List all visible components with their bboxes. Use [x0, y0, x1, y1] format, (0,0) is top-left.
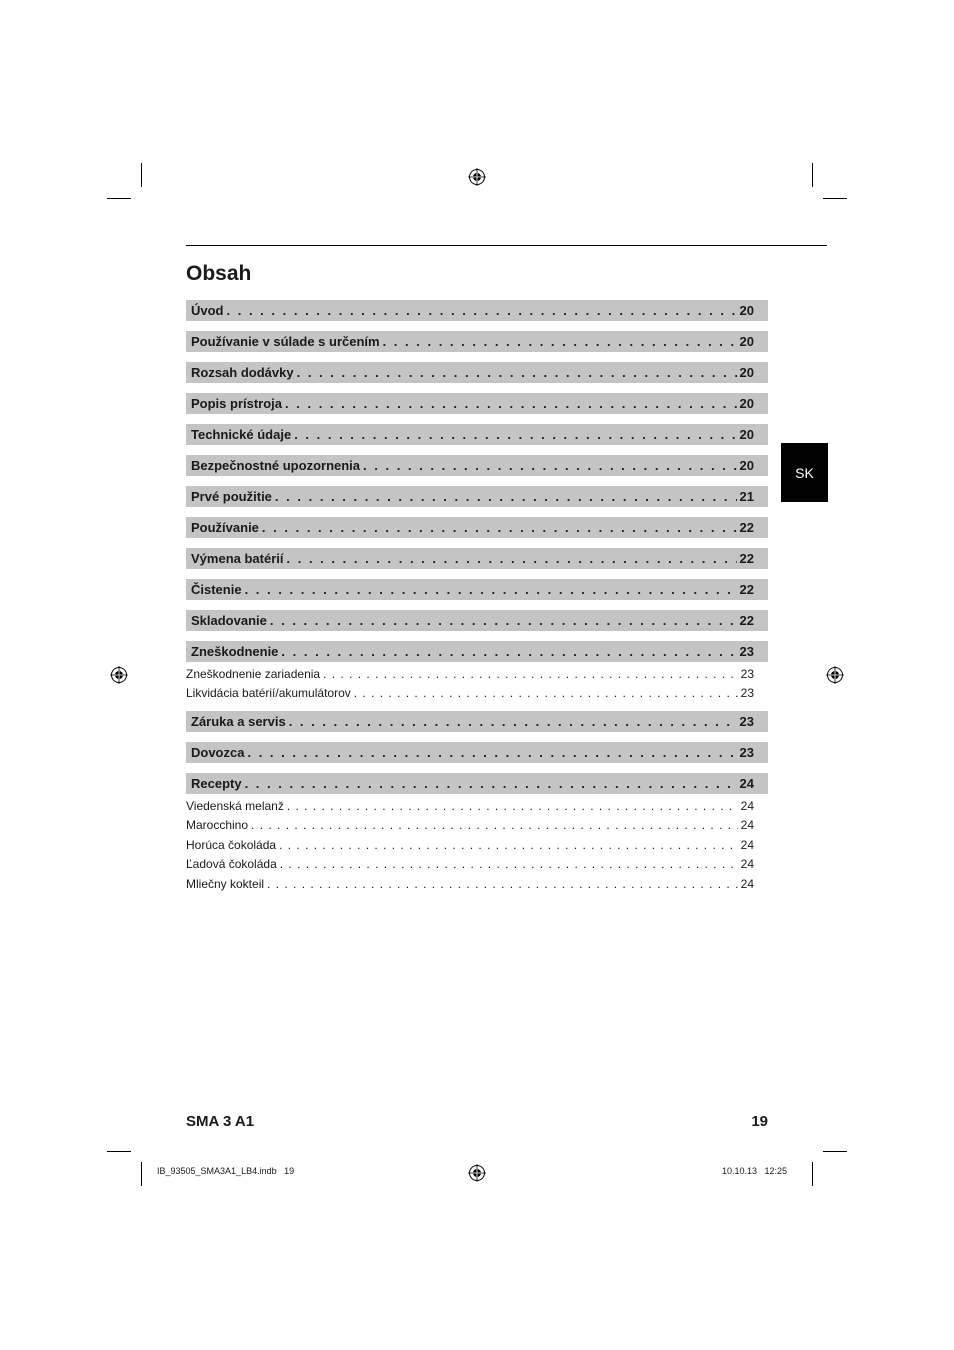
language-tab-label: SK: [795, 464, 814, 481]
toc-leader-dots: [281, 644, 736, 659]
toc-subentry-label: Likvidácia batérií/akumulátorov: [186, 686, 351, 701]
toc-subentries: [186, 796, 768, 894]
toc-entry-page: 21: [739, 489, 754, 504]
toc-subentry-page: 24: [740, 798, 754, 813]
toc-entry-label: Technické údaje: [191, 427, 292, 442]
toc-entry[interactable]: [186, 486, 768, 507]
toc-entry-label: Záruka a servis: [191, 714, 286, 729]
toc-leader-dots: [280, 857, 738, 871]
toc-entry[interactable]: [186, 548, 768, 569]
toc-leader-dots: [383, 334, 737, 349]
toc-entry[interactable]: [186, 517, 768, 538]
toc-subentry-page: 24: [740, 857, 754, 872]
toc-subentry-label: Mliečny kokteil: [186, 876, 265, 891]
toc-subentry-label: Horúca čokoláda: [186, 837, 277, 852]
slug-file: IB_93505_SMA3A1_LB4.indb 19: [157, 1166, 295, 1176]
toc-leader-dots: [270, 613, 737, 628]
toc-entry-page: 23: [739, 644, 754, 659]
toc-leader-dots: [287, 551, 737, 566]
toc-entry-page: 20: [739, 458, 754, 473]
table-of-contents: [186, 300, 768, 902]
registration-mark-icon: [468, 1164, 486, 1182]
toc-entry-label: Skladovanie: [191, 613, 267, 628]
crop-mark-top-right-h: [823, 198, 847, 199]
crop-mark-top-left-v: [141, 163, 142, 187]
toc-entry-label: Prvé použitie: [191, 489, 272, 504]
toc-entry-page: 22: [739, 551, 754, 566]
toc-leader-dots: [323, 667, 738, 681]
header-rule: [186, 245, 827, 246]
toc-leader-dots: [363, 458, 737, 473]
toc-subentries: [186, 664, 768, 703]
toc-entry-page: 20: [739, 396, 754, 411]
crop-mark-top-right-v: [812, 163, 813, 187]
registration-mark-icon: [826, 666, 844, 684]
crop-mark-bottom-right-h: [823, 1151, 847, 1152]
toc-subentry-page: 24: [740, 837, 754, 852]
language-tab: [781, 443, 828, 502]
toc-entry[interactable]: [186, 711, 768, 732]
toc-entry-label: Zneškodnenie: [191, 644, 279, 659]
toc-entry-label: Výmena batérií: [191, 551, 284, 566]
toc-entry[interactable]: [186, 331, 768, 352]
toc-entry-label: Čistenie: [191, 582, 242, 597]
toc-entry-label: Dovozca: [191, 745, 245, 760]
toc-subentry[interactable]: [186, 664, 768, 684]
toc-leader-dots: [354, 686, 738, 700]
toc-subentry-label: Zneškodnenie zariadenia: [186, 666, 321, 681]
toc-entry-page: 20: [739, 365, 754, 380]
slug-date: 10.10.13 12:25: [722, 1166, 788, 1176]
toc-entry-label: Používanie: [191, 520, 259, 535]
toc-subentry[interactable]: [186, 835, 768, 855]
toc-entry[interactable]: [186, 300, 768, 321]
toc-entry-page: 20: [739, 427, 754, 442]
toc-entry[interactable]: [186, 610, 768, 631]
toc-subentry[interactable]: [186, 796, 768, 816]
toc-subentry-page: 23: [740, 666, 754, 681]
toc-leader-dots: [245, 776, 737, 791]
toc-entry-page: 22: [739, 613, 754, 628]
toc-entry[interactable]: [186, 641, 768, 662]
toc-leader-dots: [267, 877, 738, 891]
toc-leader-dots: [289, 714, 737, 729]
registration-mark-icon: [468, 168, 486, 186]
registration-mark-icon: [110, 666, 128, 684]
toc-entry-label: Popis prístroja: [191, 396, 283, 411]
toc-subentry-page: 23: [740, 686, 754, 701]
footer-page-number: 19: [751, 1113, 768, 1130]
toc-entry-label: Bezpečnostné upozornenia: [191, 458, 361, 473]
toc-entry-label: Rozsah dodávky: [191, 365, 294, 380]
toc-subentry-page: 24: [740, 818, 754, 833]
toc-entry[interactable]: [186, 362, 768, 383]
toc-entry-page: 24: [739, 776, 754, 791]
toc-subentry-label: Ľadová čokoláda: [186, 857, 277, 872]
crop-mark-top-left-h: [107, 198, 131, 199]
page-title: Obsah: [186, 262, 252, 285]
toc-subentry[interactable]: [186, 874, 768, 894]
toc-leader-dots: [245, 582, 737, 597]
toc-entry-label: Používanie v súlade s určením: [191, 334, 380, 349]
crop-mark-bottom-left-h: [107, 1151, 131, 1152]
toc-entry[interactable]: [186, 393, 768, 414]
toc-leader-dots: [279, 838, 738, 852]
toc-entry[interactable]: [186, 424, 768, 445]
toc-subentry-label: Viedenská melanž: [186, 798, 284, 813]
toc-subentry[interactable]: [186, 855, 768, 875]
toc-subentry[interactable]: [186, 816, 768, 836]
toc-leader-dots: [251, 818, 738, 832]
toc-entry-page: 22: [739, 582, 754, 597]
toc-leader-dots: [297, 365, 737, 380]
toc-entry-page: 23: [739, 714, 754, 729]
toc-leader-dots: [275, 489, 737, 504]
toc-entry-page: 20: [739, 303, 754, 318]
toc-leader-dots: [247, 745, 736, 760]
toc-subentry[interactable]: [186, 684, 768, 704]
toc-entry[interactable]: [186, 742, 768, 763]
toc-entry-page: 23: [739, 745, 754, 760]
toc-subentry-page: 24: [740, 876, 754, 891]
crop-mark-bottom-right-v: [812, 1162, 813, 1186]
toc-leader-dots: [285, 396, 737, 411]
crop-mark-bottom-left-v: [141, 1162, 142, 1186]
toc-subentry-label: Marocchino: [186, 818, 249, 833]
toc-leader-dots: [287, 799, 738, 813]
toc-entry[interactable]: [186, 455, 768, 476]
toc-leader-dots: [262, 520, 737, 535]
toc-entry[interactable]: [186, 579, 768, 600]
toc-entry-page: 22: [739, 520, 754, 535]
footer-model: SMA 3 A1: [186, 1113, 255, 1130]
toc-entry[interactable]: [186, 773, 768, 794]
toc-entry-label: Úvod: [191, 303, 224, 318]
toc-entry-label: Recepty: [191, 776, 242, 791]
toc-entry-page: 20: [739, 334, 754, 349]
toc-leader-dots: [227, 303, 737, 318]
toc-leader-dots: [294, 427, 736, 442]
